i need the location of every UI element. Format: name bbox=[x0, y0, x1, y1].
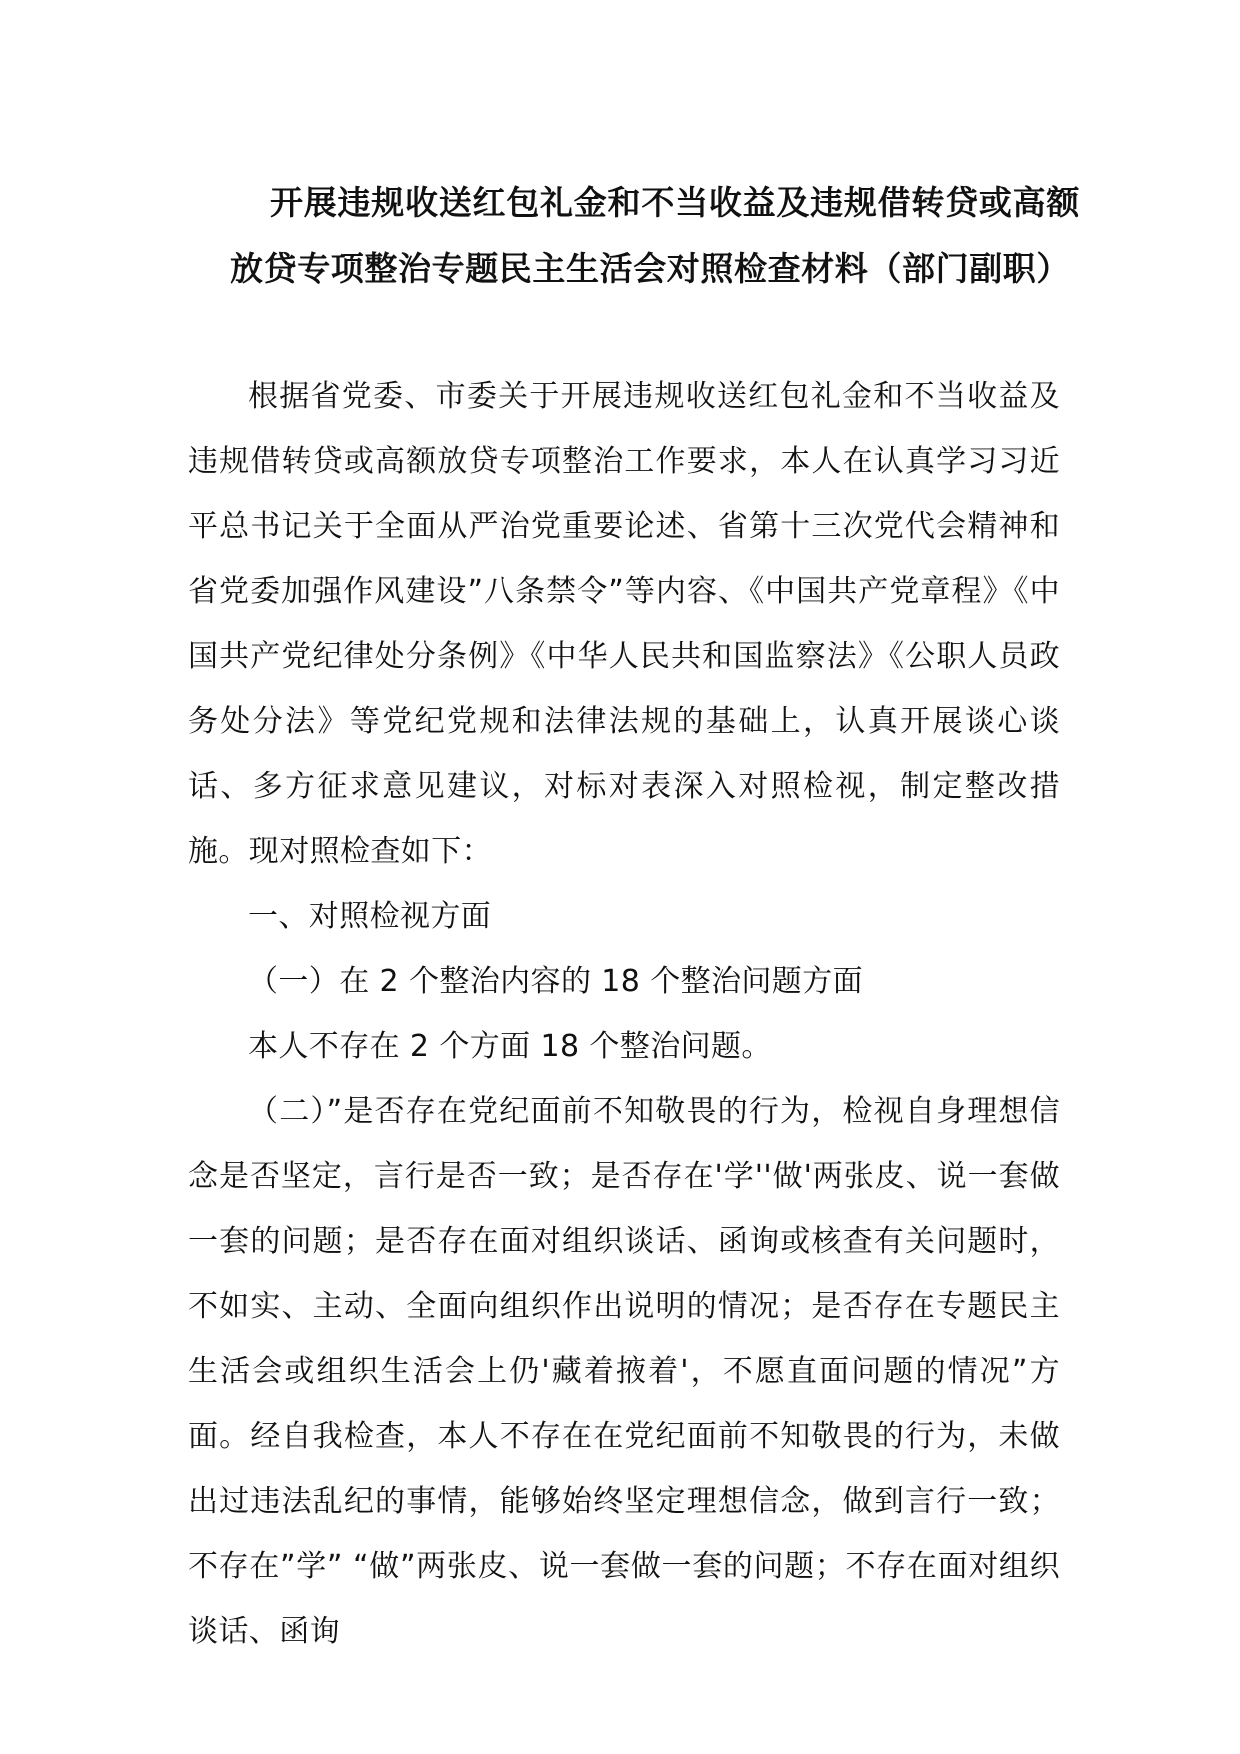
paragraph-statement: 本人不存在 2 个方面 18 个整治问题。 bbox=[248, 1029, 772, 1064]
section-heading-1: 一、对照检视方面 bbox=[248, 899, 492, 934]
document-title: 开展违规收送红包礼金和不当收益及违规借转贷或高额放贷专项整治专题民主生活会对照检查材料（部门副职） bbox=[230, 183, 1080, 288]
paragraph-intro: 根据省党委、市委关于开展违规收送红包礼金和不当收益及违规借转贷或高额放贷专项整治工作要求，本人在认真学习习近平总书记关于全面从严治党重要论述、省第十三次党代会精神和省党委加强作风建设”八条禁令”等内容、《中国共产党章程》《中国共产党纪律处分条例》《中华人民共和国监察法》《公职人员政务处分法》等党纪党规和法律法规的基础上，认真开展谈心谈话、多方征求意见建议，对标对表深入对照检视，制定整改措施。现对照检查如下： bbox=[188, 379, 1060, 869]
paragraph-subsection-2: （二）”是否存在党纪面前不知敬畏的行为，检视自身理想信念是否坚定，言行是否一致；是否存在'学''做'两张皮、说一套做一套的问题；是否存在面对组织谈话、函询或核查有关问题时，不如实、主动、全面向组织作出说明的情况；是否存在专题民主生活会或组织生活会上仍'藏着掖着'，不愿直面问题的情况”方面。经自我检查，本人不存在在党纪面前不知敬畏的行为，未做出过违法乱纪的事情，能够始终坚定理想信念，做到言行一致；不存在”学” “做”两张皮、说一套做一套的问题；不存在面对组织谈话、函询 bbox=[188, 1094, 1060, 1649]
document-body bbox=[188, 364, 1060, 1664]
subsection-heading-1: （一）在 2 个整治内容的 18 个整治问题方面 bbox=[248, 964, 864, 999]
